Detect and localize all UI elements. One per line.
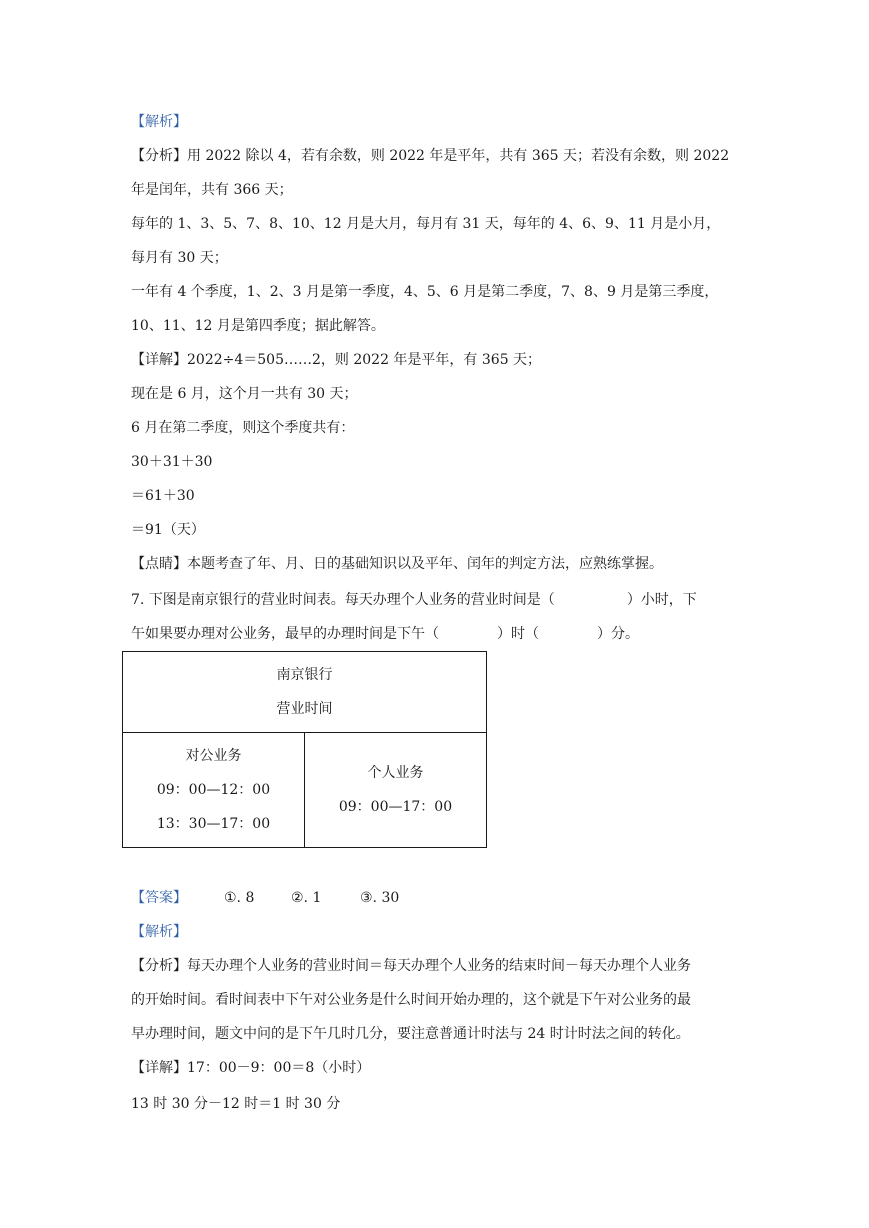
question-text: 午如果要办理对公业务，最早的办理时间是下午（ <box>131 626 439 642</box>
detail-line: 【详解】2022÷4＝505……2，则 2022 年是平年，有 365 天； <box>131 352 542 368</box>
question-7-line-2 <box>131 624 639 644</box>
analysis-line: 每年的 1、3、5、7、8、10、12 月是大月，每月有 31 天，每年的 4、6、9、11 月是小月， <box>131 216 721 232</box>
detail-line: 6 月在第二季度，则这个季度共有： <box>131 420 355 436</box>
analysis-line: 一年有 4 个季度，1、2、3 月是第一季度，4、5、6 月是第二季度，7、8、9 月是第三季度， <box>131 284 719 300</box>
detail-line: 30＋31＋30 <box>131 454 213 470</box>
analysis-line: 的开始时间。看时间表中下午对公业务是什么时间开始办理的，这个就是下午对公业务的最 <box>131 992 691 1008</box>
detail-line: 【详解】17：00－9：00＝8（小时） <box>131 1060 371 1076</box>
comment-line: 【点睛】本题考查了年、月、日的基础知识以及平年、闰年的判定方法，应熟练掌握。 <box>131 556 663 572</box>
corporate-time-2: 13：30—17：00 <box>156 816 271 832</box>
personal-label: 个人业务 <box>367 765 424 781</box>
corporate-label: 对公业务 <box>185 748 242 764</box>
jiexi-heading-1: 【解析】 <box>131 114 187 130</box>
question-text: ）小时，下 <box>626 592 697 608</box>
analysis-line: 【分析】每天办理个人业务的营业时间＝每天办理个人业务的结束时间－每天办理个人业务 <box>131 958 691 974</box>
answer-label: 【答案】 <box>131 890 187 906</box>
analysis-line: 年是闰年，共有 366 天； <box>131 182 293 198</box>
analysis-line: 早办理时间，题文中问的是下午几时几分，要注意普通计时法与 24 时计时法之间的转化。 <box>131 1026 690 1042</box>
question-text: 7. 下图是南京银行的营业时间表。每天办理个人业务的营业时间是（ <box>131 592 555 608</box>
jiexi-heading-2: 【解析】 <box>131 924 187 940</box>
corporate-cell <box>123 733 305 848</box>
table-title-cell <box>123 652 487 733</box>
question-text: ）分。 <box>597 626 639 642</box>
analysis-line: 【分析】用 2022 除以 4，若有余数，则 2022 年是平年，共有 365 天；若没有余数，则 2022 <box>131 148 730 164</box>
personal-cell <box>305 733 487 848</box>
personal-time: 09：00—17：00 <box>338 799 453 815</box>
table-title: 营业时间 <box>276 701 333 717</box>
corporate-time-1: 09：00—12：00 <box>156 782 271 798</box>
question-7-line-1 <box>131 590 697 610</box>
question-text: ）时（ <box>497 626 539 642</box>
bank-name: 南京银行 <box>276 667 333 683</box>
analysis-line: 10、11、12 月是第四季度；据此解答。 <box>131 318 385 334</box>
detail-line: 现在是 6 月，这个月一共有 30 天； <box>131 386 358 402</box>
answer-1: ①. 8 <box>224 890 255 906</box>
detail-line: ＝91（天） <box>131 522 205 538</box>
bank-hours-table <box>122 651 487 848</box>
answer-3: ③. 30 <box>360 890 400 906</box>
answer-2: ②. 1 <box>291 890 322 906</box>
detail-line: ＝61＋30 <box>131 488 195 504</box>
detail-line: 13 时 30 分－12 时＝1 时 30 分 <box>131 1096 341 1112</box>
analysis-line: 每月有 30 天； <box>131 250 228 266</box>
